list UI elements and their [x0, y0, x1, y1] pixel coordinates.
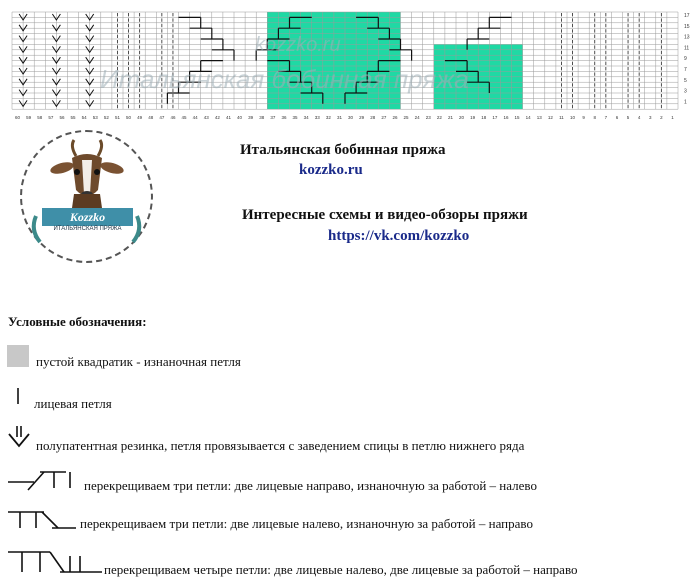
- column-number: 42: [214, 115, 220, 121]
- goat-icon: [22, 132, 151, 261]
- watermark-line-1: kozzko.ru: [255, 34, 341, 56]
- column-number: 24: [414, 115, 420, 121]
- column-number: 46: [170, 115, 176, 121]
- legend-item-cross-3-right: [6, 470, 606, 494]
- row-number: 11: [684, 45, 690, 52]
- column-number: 39: [248, 115, 254, 121]
- column-number: 8: [593, 115, 597, 121]
- column-number: 50: [126, 115, 132, 121]
- column-number: 2: [660, 115, 663, 121]
- legend-text: перекрещиваем четыре петли: две лицевые налево, две лицевые за работой – направо: [104, 562, 578, 577]
- column-number: 18: [481, 115, 487, 121]
- column-number: 4: [637, 115, 641, 121]
- column-number: 59: [26, 115, 32, 121]
- header-subtitle: Интересные схемы и видео-обзоры пряжи: [242, 207, 528, 223]
- kozzko-logo: [20, 130, 153, 263]
- legend-text: лицевая петля: [34, 396, 112, 411]
- column-number: 23: [425, 115, 431, 121]
- column-number: 3: [648, 115, 652, 121]
- column-number: 9: [582, 115, 585, 121]
- column-number: 48: [148, 115, 154, 121]
- row-number: 1: [684, 99, 687, 106]
- column-number: 30: [348, 115, 354, 121]
- column-number: 54: [81, 115, 87, 121]
- column-number: 43: [203, 115, 209, 121]
- knit-stitch-icon: [6, 386, 36, 410]
- chart-grid: [0, 0, 690, 125]
- column-number: 40: [237, 115, 243, 121]
- column-number: 47: [159, 115, 165, 121]
- row-number: 9: [684, 56, 687, 63]
- column-number: 10: [570, 115, 576, 121]
- column-number: 55: [70, 115, 76, 121]
- column-number: 25: [403, 115, 409, 121]
- column-number: 6: [615, 115, 619, 121]
- column-number: 52: [103, 115, 109, 121]
- legend-text: полупатентная резинка, петля провязывается с заведением спицы в петлю нижнего ряда: [36, 438, 525, 453]
- column-number: 32: [325, 115, 331, 121]
- column-number: 16: [503, 115, 509, 121]
- legend-text: перекрещиваем три петли: две лицевые направо, изнаночную за работой – налево: [84, 478, 537, 493]
- column-number: 15: [514, 115, 520, 121]
- column-number: 56: [59, 115, 65, 121]
- column-number: 19: [470, 115, 476, 121]
- fisherman-rib-icon: [6, 424, 40, 452]
- column-number: 34: [303, 115, 309, 121]
- column-number: 22: [436, 115, 442, 121]
- column-number: 58: [37, 115, 43, 121]
- column-number: 1: [671, 115, 674, 121]
- legend-item-fisherman-rib: [6, 424, 676, 452]
- gray-square-icon: [6, 344, 36, 368]
- column-number: 41: [225, 115, 231, 121]
- legend-title: Условные обозначения:: [8, 314, 147, 329]
- column-number: 21: [447, 115, 453, 121]
- watermark-line-2: Итальянская бобинная пряжа: [100, 64, 469, 94]
- logo-banner: Kozzko: [42, 208, 133, 226]
- column-number: 44: [192, 115, 198, 121]
- column-number: 26: [392, 115, 398, 121]
- column-number: 29: [359, 115, 365, 121]
- column-number: 12: [547, 115, 553, 121]
- column-number: 7: [604, 115, 608, 121]
- column-number: 35: [292, 115, 298, 121]
- column-number: 60: [15, 115, 21, 121]
- column-number: 13: [536, 115, 542, 121]
- legend-text: пустой квадратик - изнаночная петля: [36, 354, 241, 369]
- knitting-chart: [0, 0, 690, 125]
- legend-item-purl: [6, 344, 566, 368]
- column-number: 27: [381, 115, 387, 121]
- legend-item-cross-4-left: [6, 548, 646, 578]
- legend-item-knit: [6, 386, 306, 410]
- column-number: 51: [114, 115, 120, 121]
- cross-3-right-icon: [6, 470, 86, 494]
- cross-4-left-icon: [6, 548, 106, 578]
- column-number: 57: [48, 115, 54, 121]
- header-title: Итальянская бобинная пряжа: [240, 142, 446, 158]
- column-number: 31: [336, 115, 342, 121]
- column-number: 33: [314, 115, 320, 121]
- column-number: 28: [370, 115, 376, 121]
- column-number: 53: [92, 115, 98, 121]
- logo-subtext: ИТАЛЬЯНСКАЯ ПРЯЖА: [53, 226, 122, 232]
- column-number: 38: [259, 115, 265, 121]
- row-number: 3: [684, 88, 687, 95]
- vk-link[interactable]: https://vk.com/kozzko: [328, 228, 470, 244]
- row-number: 7: [684, 67, 687, 73]
- row-number: 13: [684, 34, 690, 41]
- column-number: 36: [281, 115, 287, 121]
- legend-text: перекрещиваем три петли: две лицевые налево, изнаночную за работой – направо: [80, 516, 533, 531]
- row-number: 5: [684, 77, 687, 84]
- column-number: 20: [459, 115, 465, 121]
- row-number: 17: [684, 13, 690, 19]
- column-number: 5: [626, 115, 630, 121]
- column-number: 45: [181, 115, 187, 121]
- column-number: 37: [270, 115, 276, 121]
- column-number: 49: [137, 115, 143, 121]
- cross-3-left-icon: [6, 510, 86, 534]
- legend-item-cross-3-left: [6, 510, 606, 534]
- row-number: 15: [684, 23, 690, 30]
- column-number: 14: [525, 115, 531, 121]
- site-link[interactable]: kozzko.ru: [299, 162, 363, 178]
- column-number: 11: [559, 115, 564, 121]
- column-number: 17: [492, 115, 498, 121]
